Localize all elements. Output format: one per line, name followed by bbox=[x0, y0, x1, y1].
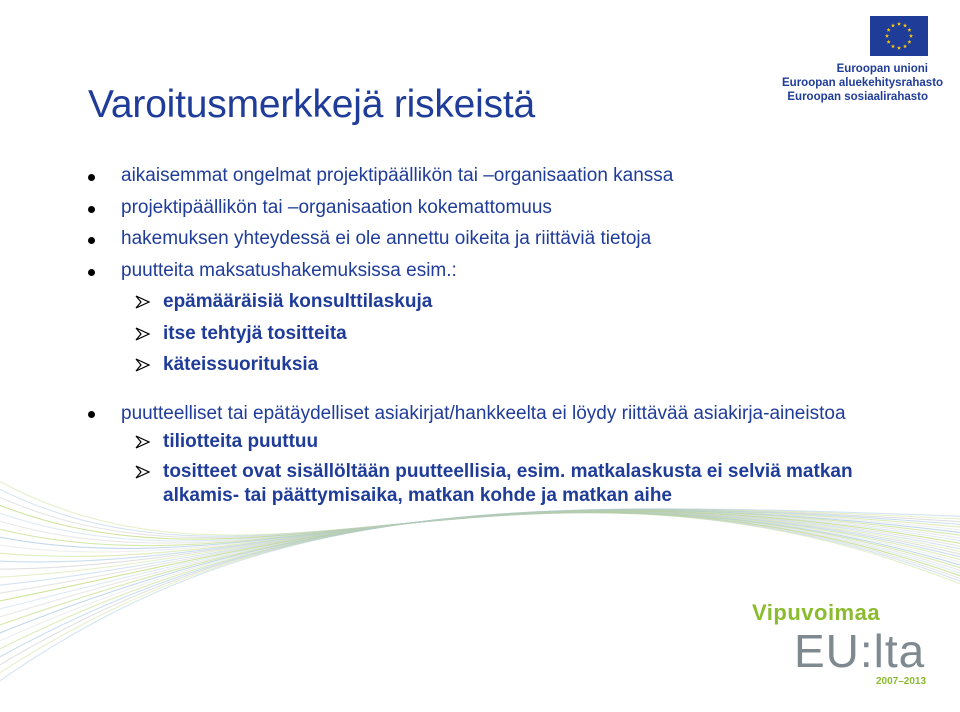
eu-logo-line-2: Euroopan aluekehitysrahasto bbox=[782, 77, 944, 89]
vipuvoimaa-years: 2007–2013 bbox=[876, 676, 927, 687]
sub-list-a bbox=[135, 286, 948, 381]
eu-star bbox=[907, 28, 911, 32]
eu-star bbox=[903, 44, 907, 48]
sub-list-b bbox=[135, 430, 948, 508]
sub-bullet-item bbox=[135, 430, 948, 454]
bullet-item: projektipäällikön tai –organisaation kokemattomuus bbox=[88, 192, 948, 224]
eu-star bbox=[909, 34, 913, 38]
slide-title: Varoitusmerkkejä riskeistä bbox=[88, 83, 536, 126]
sub-bullet-item bbox=[135, 318, 948, 350]
bullet-item: puutteelliset tai epätäydelliset asiakirjat/hankkeelta ei löydy riittävää asiakirja-aineistoa bbox=[88, 401, 948, 426]
sub-bullet-item bbox=[135, 349, 948, 381]
eu-star bbox=[887, 28, 891, 32]
sub-bullet-item bbox=[135, 286, 948, 318]
arrowhead-bullet-icon bbox=[135, 295, 150, 309]
bullet-item: puutteita maksatushakemuksissa esim.: bbox=[88, 255, 948, 287]
sub-bullet-item bbox=[135, 460, 853, 508]
eu-star bbox=[897, 46, 901, 50]
vipuvoimaa-logo bbox=[752, 600, 942, 690]
eu-star bbox=[891, 44, 895, 48]
eu-logo-line-3: Euroopan sosiaalirahasto bbox=[787, 91, 928, 103]
sub-bullet-text: tositteet ovat sisällöltään puutteellisia, esim. matkalaskusta ei selviä matkan alkamis- tai päättymisaika, matkan kohde ja matkan aihe bbox=[163, 460, 853, 506]
bullet-item: aikaisemmat ongelmat projektipäällikön tai –organisaation kanssa bbox=[88, 160, 948, 192]
sub-bullet-text: itse tehtyjä tositteita bbox=[163, 322, 347, 344]
vipuvoimaa-title: Vipuvoimaa bbox=[752, 600, 881, 625]
eu-logo-line-1: Euroopan unioni bbox=[836, 63, 928, 75]
sub-bullet-text: epämääräisiä konsulttilaskuja bbox=[163, 291, 433, 312]
eu-star bbox=[903, 23, 907, 27]
arrowhead-bullet-icon bbox=[135, 465, 150, 479]
arrowhead-bullet-icon bbox=[135, 327, 150, 341]
eu-star bbox=[887, 40, 891, 44]
eu-flag-icon bbox=[870, 16, 928, 56]
eu-star bbox=[897, 22, 901, 26]
eu-star bbox=[891, 23, 895, 27]
arrowhead-bullet-icon bbox=[135, 435, 150, 449]
slide-content bbox=[88, 160, 948, 508]
arrowhead-bullet-icon bbox=[135, 358, 150, 372]
vipuvoimaa-eu-text: EU:lta bbox=[794, 625, 926, 677]
eu-star bbox=[885, 34, 889, 38]
bullet-item: hakemuksen yhteydessä ei ole annettu oikeita ja riittäviä tietoja bbox=[88, 223, 948, 255]
sub-bullet-text: käteissuorituksia bbox=[163, 354, 319, 375]
eu-star bbox=[907, 40, 911, 44]
sub-bullet-text: tiliotteita puuttuu bbox=[163, 430, 319, 452]
